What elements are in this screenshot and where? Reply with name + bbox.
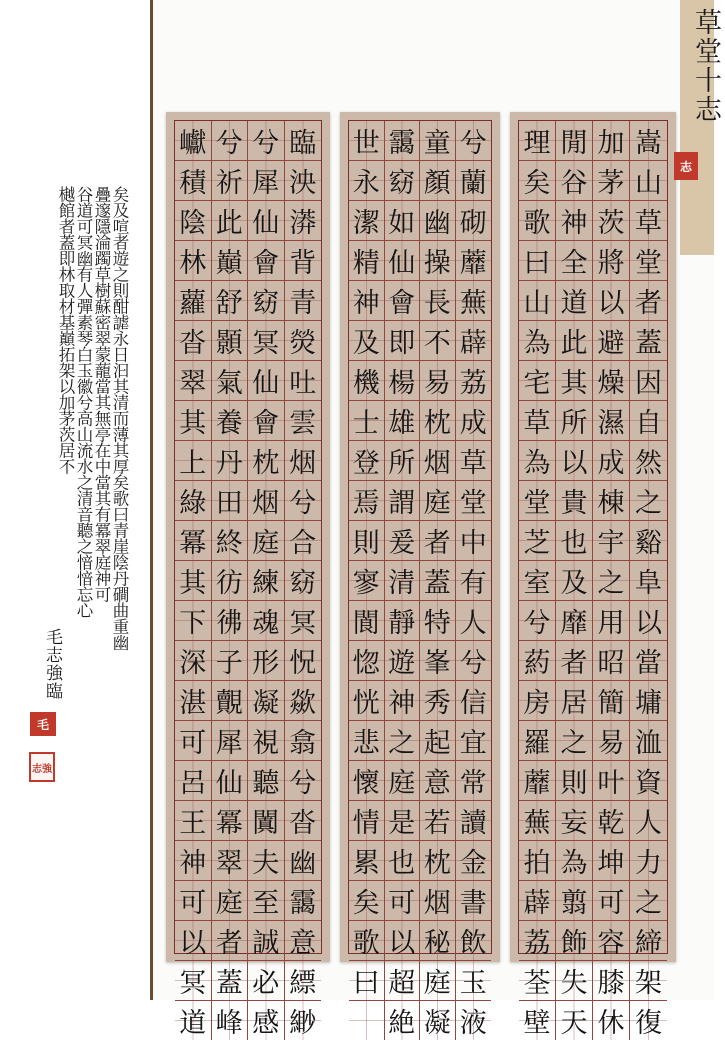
character-cell: 以 [630,601,667,641]
character-cell: 者 [630,281,667,321]
character-cell: 之 [556,721,593,761]
character-cell: 薜 [519,881,556,921]
character-cell: 會 [385,281,421,321]
character-cell: 顏 [420,161,456,201]
character-cell: 潔 [349,201,385,241]
character-cell: 常 [456,761,492,801]
character-cell: 庭 [212,881,249,921]
character-cell: 蓋 [420,561,456,601]
character-cell: 房 [519,681,556,721]
character-cell: 兮 [456,641,492,681]
character-cell: 庭 [248,521,285,561]
panel-left [166,112,330,1039]
character-cell: 林 [175,241,212,281]
character-cell: 恍 [349,681,385,721]
character-cell: 玉 [456,961,492,1001]
character-cell: 堂 [456,481,492,521]
character-cell: 夫 [248,841,285,881]
character-cell: 為 [519,321,556,361]
character-cell [349,1001,385,1040]
character-cell: 此 [556,321,593,361]
character-cell: 魂 [248,601,285,641]
character-cell: 山 [630,161,667,201]
character-cell: 天 [556,1001,593,1040]
character-cell: 人 [630,801,667,841]
character-cell: 上 [175,441,212,481]
character-cell: 絶 [385,1001,421,1040]
character-cell: 締 [630,921,667,961]
character-cell: 翠 [212,841,249,881]
character-cell: 庭 [420,961,456,1001]
character-cell: 雲 [285,401,322,441]
character-cell: 閬 [349,601,385,641]
character-cell: 信 [456,681,492,721]
character-cell: 操 [420,241,456,281]
character-cell: 會 [248,401,285,441]
character-cell: 峯 [420,641,456,681]
character-cell: 烟 [248,481,285,521]
signature: 毛志強臨 [42,628,62,700]
character-cell: 為 [556,841,593,881]
grid-left [174,120,322,1039]
character-cell: 冥 [175,961,212,1001]
character-cell: 容 [593,921,630,961]
character-cell: 其 [556,361,593,401]
character-cell: 視 [248,721,285,761]
character-cell: 巔 [212,241,249,281]
character-cell: 之 [593,561,630,601]
character-cell: 以 [593,281,630,321]
character-cell: 兮 [285,761,322,801]
inscription-column: 矣及喧者遊之則酣謔永日汩其清而薄其厚矣歌曰青崖陰丹磵曲重幽 [110,186,129,650]
character-cell: 阜 [630,561,667,601]
character-cell: 窈 [285,561,322,601]
character-cell: 居 [556,681,593,721]
character-cell: 神 [175,841,212,881]
character-cell: 覿 [212,681,249,721]
character-cell: 誠 [248,921,285,961]
character-cell: 飲 [456,921,492,961]
character-cell: 架 [630,961,667,1001]
character-cell: 道 [556,281,593,321]
character-cell: 坤 [593,841,630,881]
character-cell: 羅 [519,721,556,761]
character-cell: 蓋 [212,961,249,1001]
character-cell: 可 [593,881,630,921]
character-cell: 幽 [420,201,456,241]
character-cell: 童 [420,121,456,161]
character-cell: 失 [556,961,593,1001]
character-cell: 積 [175,161,212,201]
character-cell: 易 [420,361,456,401]
grid-right [518,120,668,1039]
character-cell: 懷 [349,761,385,801]
character-cell: 乾 [593,801,630,841]
character-cell: 宜 [456,721,492,761]
character-cell: 士 [349,401,385,441]
character-cell: 歌 [349,921,385,961]
character-cell: 緲 [285,1001,322,1040]
character-cell: 仙 [212,761,249,801]
character-cell: 青 [285,281,322,321]
character-cell: 及 [556,561,593,601]
character-cell: 堂 [519,481,556,521]
character-cell: 也 [385,841,421,881]
character-cell: 將 [593,241,630,281]
character-cell: 意 [285,921,322,961]
character-cell: 庭 [385,761,421,801]
character-cell: 以 [175,921,212,961]
title-seal: 志 [674,152,698,180]
character-cell: 仙 [385,241,421,281]
character-cell: 意 [420,761,456,801]
character-cell: 怳 [285,641,322,681]
character-cell: 王 [175,801,212,841]
character-cell: 翕 [285,721,322,761]
character-cell: 中 [456,521,492,561]
character-cell: 道 [175,1001,212,1040]
character-cell: 凝 [248,681,285,721]
character-cell: 泱 [285,161,322,201]
character-cell: 草 [519,401,556,441]
character-cell: 谿 [630,521,667,561]
character-cell: 縹 [285,961,322,1001]
character-cell: 仙 [248,361,285,401]
character-cell: 人 [456,601,492,641]
character-cell: 靜 [385,601,421,641]
character-cell: 凝 [420,1001,456,1040]
character-cell: 砌 [456,201,492,241]
character-cell: 吐 [285,361,322,401]
character-cell: 庭 [420,481,456,521]
character-cell: 熒 [285,321,322,361]
character-cell: 茅 [593,161,630,201]
character-cell: 昭 [593,641,630,681]
character-cell: 特 [420,601,456,641]
character-cell: 彿 [212,601,249,641]
character-cell: 犀 [212,721,249,761]
character-cell: 是 [385,801,421,841]
character-cell: 枕 [248,441,285,481]
character-cell: 芝 [519,521,556,561]
character-cell: 謂 [385,481,421,521]
character-cell: 全 [556,241,593,281]
character-cell: 惚 [349,641,385,681]
character-cell: 沓 [285,801,322,841]
character-cell: 成 [593,441,630,481]
character-cell: 神 [556,201,593,241]
inscription-column: 疊邃隱淪躅草樹蘇密翠蒙蘢當其無亭在中當其有冪翠庭神可 [92,186,111,602]
character-cell: 所 [556,401,593,441]
character-cell: 谷 [556,161,593,201]
character-cell: 焉 [349,481,385,521]
character-cell: 為 [519,441,556,481]
character-cell: 以 [556,441,593,481]
character-cell: 氣 [212,361,249,401]
character-cell: 冪 [212,801,249,841]
character-cell: 荔 [519,921,556,961]
character-cell: 練 [248,561,285,601]
character-cell: 仙 [248,201,285,241]
character-cell: 矣 [519,161,556,201]
character-cell: 養 [212,401,249,441]
character-cell: 讀 [456,801,492,841]
character-cell: 兮 [212,121,249,161]
character-cell: 拍 [519,841,556,881]
character-cell: 犀 [248,161,285,201]
character-cell: 矣 [349,881,385,921]
character-cell: 終 [212,521,249,561]
character-cell: 冪 [175,521,212,561]
character-cell: 舒 [212,281,249,321]
character-cell: 曰 [519,241,556,281]
character-cell: 壁 [519,1001,556,1040]
character-cell: 之 [630,881,667,921]
character-cell: 堂 [630,241,667,281]
character-cell: 閒 [556,121,593,161]
character-cell: 烟 [420,441,456,481]
character-cell: 有 [456,561,492,601]
character-cell: 沓 [175,321,212,361]
character-cell: 可 [385,881,421,921]
character-cell: 冥 [285,601,322,641]
character-cell: 烟 [420,881,456,921]
character-cell: 累 [349,841,385,881]
character-cell: 蘿 [175,281,212,321]
inscription-columns [8,186,128,766]
character-cell: 避 [593,321,630,361]
character-cell: 巘 [175,121,212,161]
character-cell: 合 [285,521,322,561]
character-cell: 洫 [630,721,667,761]
character-cell: 兮 [519,601,556,641]
character-cell: 即 [385,321,421,361]
character-cell: 登 [349,441,385,481]
character-cell: 清 [385,561,421,601]
character-cell: 丹 [212,441,249,481]
character-cell: 則 [556,761,593,801]
character-cell: 蘼 [519,761,556,801]
character-cell: 則 [349,521,385,561]
character-cell: 窈 [248,281,285,321]
character-cell: 宇 [593,521,630,561]
character-cell: 荔 [456,361,492,401]
character-cell: 悲 [349,721,385,761]
character-cell: 薜 [456,321,492,361]
character-cell: 飾 [556,921,593,961]
character-cell: 濕 [593,401,630,441]
character-cell: 枕 [420,841,456,881]
character-cell: 爰 [385,521,421,561]
character-cell: 復 [630,1001,667,1040]
title: 草堂十志 [690,8,721,124]
character-cell: 然 [630,441,667,481]
character-cell: 棟 [593,481,630,521]
character-cell: 形 [248,641,285,681]
character-cell: 叶 [593,761,630,801]
character-cell: 深 [175,641,212,681]
character-cell: 可 [175,721,212,761]
character-cell: 歌 [519,201,556,241]
character-cell: 以 [385,921,421,961]
character-cell: 用 [593,601,630,641]
character-cell: 靄 [385,121,421,161]
grid-middle [348,120,492,1039]
character-cell: 起 [420,721,456,761]
inscription-column: 樾館者蓋即林取材基巔拓架以加茅茨居不 [56,186,75,474]
panel-right [510,112,676,1039]
character-cell: 金 [456,841,492,881]
character-cell: 簡 [593,681,630,721]
character-cell: 漭 [285,201,322,241]
character-cell: 易 [593,721,630,761]
panel-middle [340,112,500,1039]
character-cell: 自 [630,401,667,441]
character-cell: 祈 [212,161,249,201]
character-cell: 寥 [349,561,385,601]
character-cell: 枕 [420,401,456,441]
character-cell: 至 [248,881,285,921]
character-cell: 遊 [385,641,421,681]
character-cell: 休 [593,1001,630,1040]
character-cell: 貴 [556,481,593,521]
character-cell: 雄 [385,401,421,441]
character-cell: 感 [248,1001,285,1040]
character-cell: 妄 [556,801,593,841]
character-cell: 加 [593,121,630,161]
character-cell: 及 [349,321,385,361]
character-cell: 蘼 [456,241,492,281]
character-cell: 兮 [285,481,322,521]
character-cell: 蕪 [519,801,556,841]
character-cell: 其 [175,561,212,601]
character-cell: 永 [349,161,385,201]
character-cell: 冥 [248,321,285,361]
character-cell: 陰 [175,201,212,241]
name-seal-bottom: 志強 [29,752,55,782]
character-cell: 世 [349,121,385,161]
character-cell: 墉 [630,681,667,721]
character-cell: 情 [349,801,385,841]
character-cell: 歘 [285,681,322,721]
character-cell: 秘 [420,921,456,961]
character-cell: 神 [385,681,421,721]
character-cell: 之 [630,481,667,521]
character-cell: 草 [630,201,667,241]
inscription-column: 谷道可冥幽有人彈素琴白玉徽兮高山流水之清音聽之愔愔忘心 [74,186,93,618]
character-cell: 此 [212,201,249,241]
character-cell: 兮 [248,121,285,161]
character-cell: 如 [385,201,421,241]
character-cell: 機 [349,361,385,401]
character-cell: 兮 [456,121,492,161]
name-seal-top: 毛 [30,712,56,736]
character-cell: 秀 [420,681,456,721]
character-cell: 蓋 [630,321,667,361]
character-cell: 烟 [285,441,322,481]
character-cell: 呂 [175,761,212,801]
character-cell: 會 [248,241,285,281]
character-cell: 下 [175,601,212,641]
character-cell: 者 [556,641,593,681]
character-cell: 彷 [212,561,249,601]
character-cell: 綠 [175,481,212,521]
character-cell: 可 [175,881,212,921]
character-cell: 曰 [349,961,385,1001]
character-cell: 荃 [519,961,556,1001]
character-cell: 葯 [519,641,556,681]
character-cell: 資 [630,761,667,801]
binding-rule-line [150,0,153,1000]
character-cell: 翦 [556,881,593,921]
character-cell: 蘭 [456,161,492,201]
character-cell: 書 [456,881,492,921]
character-cell: 精 [349,241,385,281]
character-cell: 顥 [212,321,249,361]
character-cell: 因 [630,361,667,401]
character-cell: 液 [456,1001,492,1040]
character-cell: 者 [420,521,456,561]
character-cell: 也 [556,521,593,561]
character-cell: 翠 [175,361,212,401]
character-cell: 蕪 [456,281,492,321]
character-cell: 室 [519,561,556,601]
character-cell: 田 [212,481,249,521]
character-cell: 子 [212,641,249,681]
character-cell: 燥 [593,361,630,401]
character-cell: 神 [349,281,385,321]
character-cell: 背 [285,241,322,281]
character-cell: 山 [519,281,556,321]
character-cell: 成 [456,401,492,441]
character-cell: 靡 [556,601,593,641]
character-cell: 其 [175,401,212,441]
character-cell: 幽 [285,841,322,881]
character-cell: 靄 [285,881,322,921]
character-cell: 力 [630,841,667,881]
character-cell: 長 [420,281,456,321]
character-cell: 臨 [285,121,322,161]
character-cell: 必 [248,961,285,1001]
character-cell: 膝 [593,961,630,1001]
character-cell: 楊 [385,361,421,401]
character-cell: 草 [456,441,492,481]
character-cell: 宅 [519,361,556,401]
character-cell: 湛 [175,681,212,721]
character-cell: 若 [420,801,456,841]
character-cell: 當 [630,641,667,681]
character-cell: 茨 [593,201,630,241]
character-cell: 理 [519,121,556,161]
character-cell: 闐 [248,801,285,841]
character-cell: 所 [385,441,421,481]
character-cell: 之 [385,721,421,761]
character-cell: 嵩 [630,121,667,161]
character-cell: 超 [385,961,421,1001]
character-cell: 窈 [385,161,421,201]
character-cell: 不 [420,321,456,361]
character-cell: 聽 [248,761,285,801]
character-cell: 者 [212,921,249,961]
character-cell: 峰 [212,1001,249,1040]
